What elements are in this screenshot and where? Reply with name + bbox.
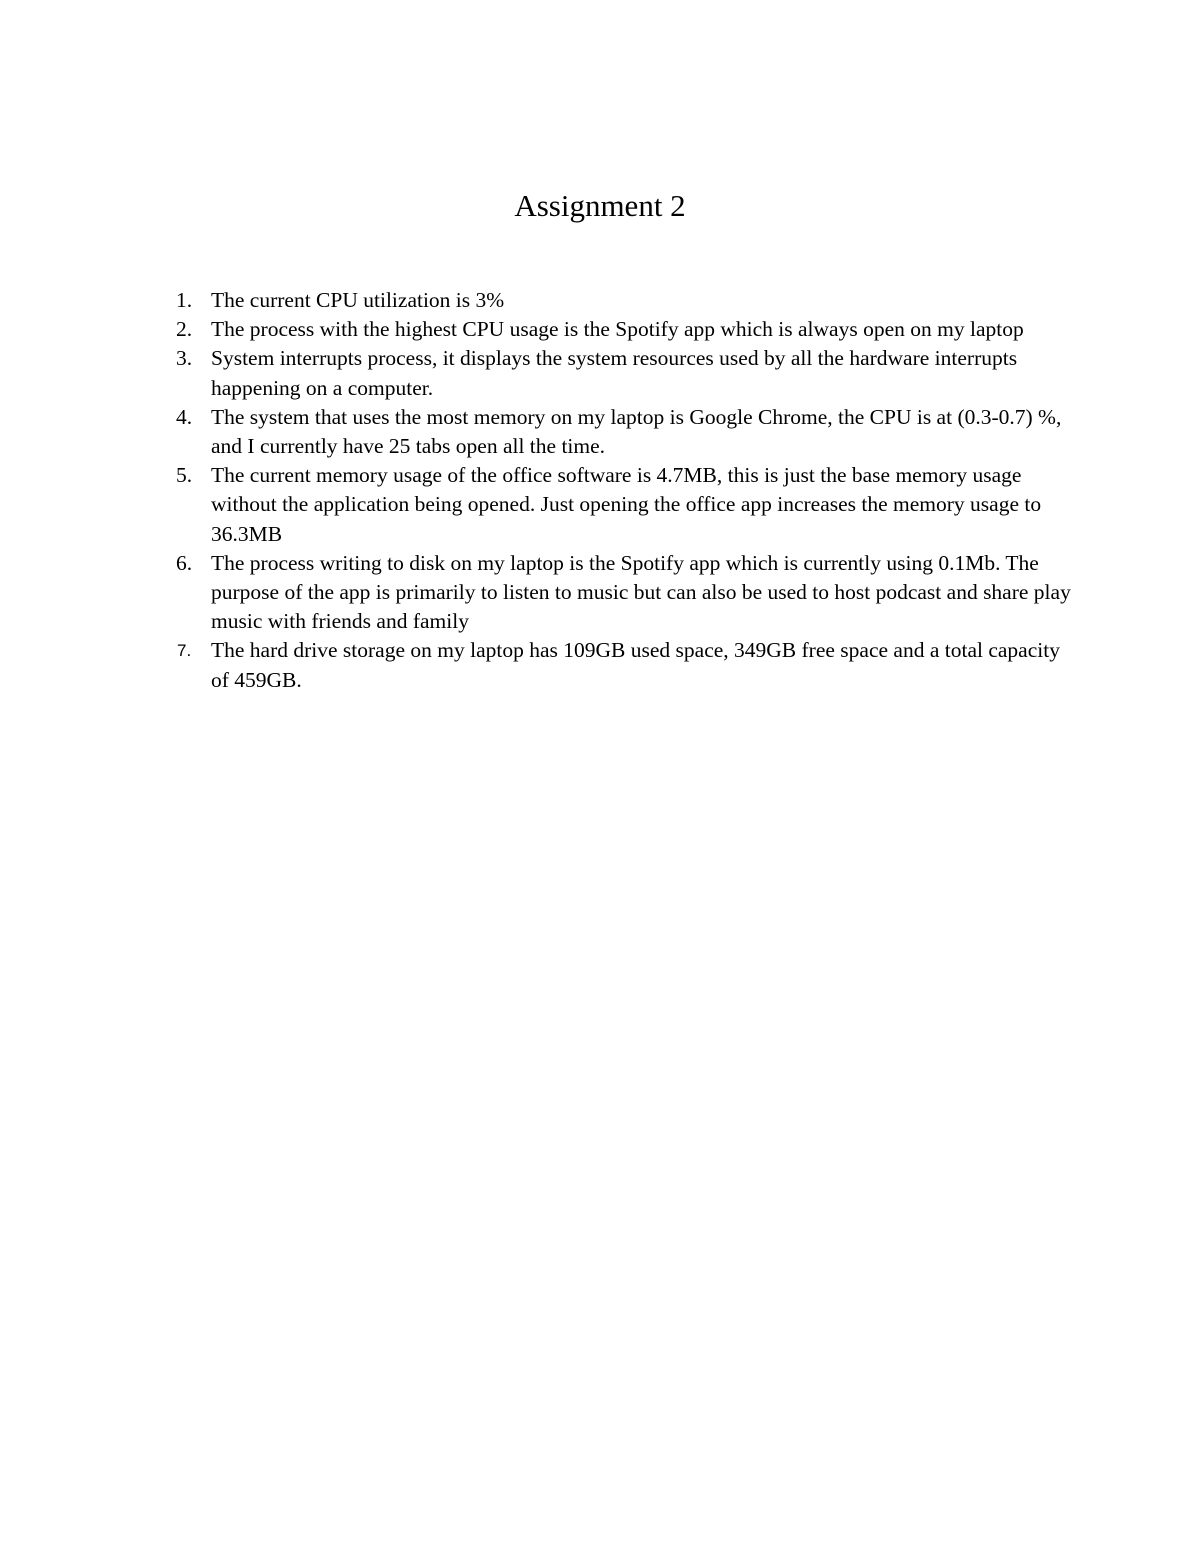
item-number: 5. [176, 463, 193, 488]
item-text: The hard drive storage on my laptop has 109GB used space, 349GB free space and a total capacity of 459GB. [211, 638, 1060, 692]
item-text: System interrupts process, it displays the system resources used by all the hardware interrupts happening on a computer. [211, 346, 1018, 400]
list-item [0, 286, 1071, 315]
item-text: The system that uses the most memory on my laptop is Google Chrome, the CPU is at (0.3-0.7) %, and I currently have 25 tabs open all the time. [211, 404, 1062, 459]
list-item [0, 344, 1071, 402]
item-text: The current CPU utilization is 3% [211, 288, 505, 312]
item-number: 2. [176, 317, 193, 342]
list-item [0, 461, 1071, 549]
item-number: 7. [177, 641, 192, 661]
item-text: The process writing to disk on my laptop is the Spotify app which is currently using 0.1Mb. The purpose of the app is primarily to listen to music but can also be used to host podcast and share play music with friends and family [211, 550, 1071, 634]
list-item [0, 636, 1071, 694]
item-text: The process with the highest CPU usage is the Spotify app which is always open on my laptop [211, 317, 1024, 342]
answer-list [0, 286, 1200, 695]
list-item [0, 315, 1071, 344]
item-number: 6. [176, 550, 193, 575]
item-number: 4. [176, 404, 193, 429]
item-number: 1. [176, 288, 193, 312]
document-title: Assignment 2 [514, 188, 686, 223]
list-item [0, 549, 1071, 637]
item-text: The current memory usage of the office software is 4.7MB, this is just the base memory usage without the application being opened. Just opening the office app increases the memory usage to 36.3MB [211, 463, 1042, 546]
item-number: 3. [176, 346, 193, 371]
list-item [0, 403, 1071, 461]
